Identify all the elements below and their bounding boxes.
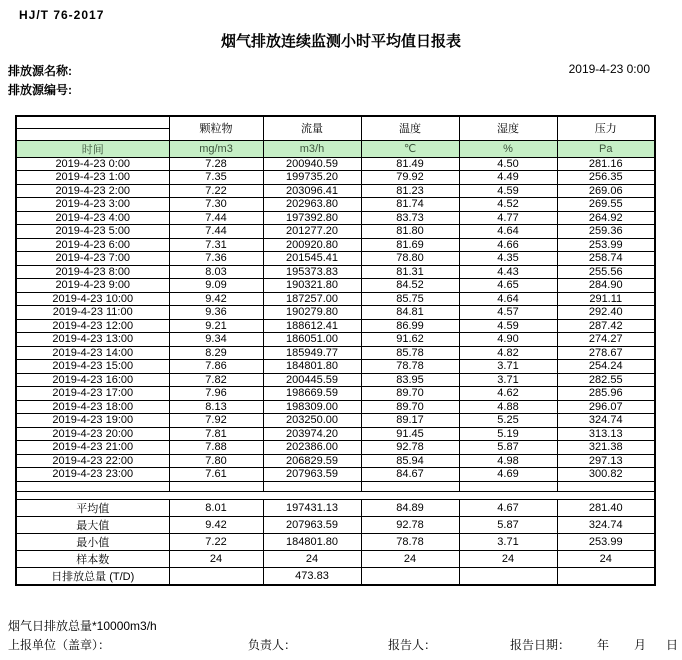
monitoring-table <box>15 115 656 586</box>
flow-cell: 201277.20 <box>263 225 361 239</box>
temperature-cell: 81.80 <box>361 225 459 239</box>
table-row <box>16 333 655 347</box>
table-row <box>16 346 655 360</box>
humidity-cell: 4.65 <box>459 279 557 293</box>
table-row <box>16 468 655 482</box>
col-header-flow: 流量 <box>263 116 361 140</box>
col-header-particulate: 颗粒物 <box>169 116 263 140</box>
summary-row <box>16 533 655 550</box>
humidity-cell: 4.62 <box>459 387 557 401</box>
time-cell: 2019-4-23 9:00 <box>16 279 169 293</box>
flow-cell: 202386.00 <box>263 441 361 455</box>
temperature-cell: 85.94 <box>361 454 459 468</box>
flow-cell: 190279.80 <box>263 306 361 320</box>
particulate-cell: 7.44 <box>169 211 263 225</box>
temperature-cell: 81.69 <box>361 238 459 252</box>
hourly-data-body <box>16 157 655 481</box>
table-row <box>16 252 655 266</box>
time-cell: 2019-4-23 19:00 <box>16 414 169 428</box>
month-label: 月 <box>634 638 647 652</box>
flow-cell: 200920.80 <box>263 238 361 252</box>
time-cell: 2019-4-23 16:00 <box>16 373 169 387</box>
reporter-label: 报告人： <box>388 638 437 652</box>
source-code-label: 排放源编号: <box>8 83 72 97</box>
summary-flow: 184801.80 <box>263 533 361 550</box>
particulate-cell: 7.35 <box>169 171 263 185</box>
temperature-cell: 81.31 <box>361 265 459 279</box>
pressure-cell: 254.24 <box>557 360 655 374</box>
humidity-cell: 4.64 <box>459 225 557 239</box>
time-cell: 2019-4-23 11:00 <box>16 306 169 320</box>
blank-row <box>16 481 655 491</box>
time-cell: 2019-4-23 22:00 <box>16 454 169 468</box>
summary-humidity <box>459 567 557 585</box>
temperature-cell: 89.70 <box>361 400 459 414</box>
pressure-cell: 258.74 <box>557 252 655 266</box>
page-title: 烟气排放连续监测小时平均值日报表 <box>220 33 461 50</box>
temperature-cell: 81.49 <box>361 157 459 171</box>
summary-row <box>16 567 655 585</box>
col-header-pressure: 压力 <box>557 116 655 140</box>
pressure-cell: 313.13 <box>557 427 655 441</box>
summary-temperature: 84.89 <box>361 499 459 516</box>
summary-temperature: 92.78 <box>361 516 459 533</box>
time-cell: 2019-4-23 4:00 <box>16 211 169 225</box>
humidity-cell: 5.25 <box>459 414 557 428</box>
signature-line <box>0 636 682 652</box>
pressure-cell: 269.55 <box>557 198 655 212</box>
blank-cell <box>169 481 263 491</box>
pressure-cell: 281.16 <box>557 157 655 171</box>
flow-cell: 200445.59 <box>263 373 361 387</box>
pressure-cell: 285.96 <box>557 387 655 401</box>
time-cell: 2019-4-23 8:00 <box>16 265 169 279</box>
pressure-cell: 282.55 <box>557 373 655 387</box>
flow-cell: 203250.00 <box>263 414 361 428</box>
particulate-cell: 9.36 <box>169 306 263 320</box>
pressure-cell: 253.99 <box>557 238 655 252</box>
summary-body <box>16 499 655 585</box>
summary-particulate <box>169 567 263 585</box>
summary-row <box>16 550 655 567</box>
blank-cell <box>263 481 361 491</box>
temperature-cell: 78.78 <box>361 360 459 374</box>
flow-cell: 185949.77 <box>263 346 361 360</box>
humidity-cell: 4.64 <box>459 292 557 306</box>
temperature-cell: 85.75 <box>361 292 459 306</box>
unit-particulate: mg/m3 <box>169 140 263 157</box>
pressure-cell: 259.36 <box>557 225 655 239</box>
humidity-cell: 4.52 <box>459 198 557 212</box>
particulate-cell: 9.34 <box>169 333 263 347</box>
summary-label: 最大值 <box>16 516 169 533</box>
particulate-cell: 8.13 <box>169 400 263 414</box>
temperature-cell: 89.70 <box>361 387 459 401</box>
summary-particulate: 9.42 <box>169 516 263 533</box>
blank-cell <box>459 481 557 491</box>
humidity-cell: 5.87 <box>459 441 557 455</box>
temperature-cell: 81.74 <box>361 198 459 212</box>
standard-number: HJ/T 76-2017 <box>19 8 105 22</box>
total-emission-note: 烟气日排放总量*10000m3/h <box>8 619 157 633</box>
humidity-cell: 4.82 <box>459 346 557 360</box>
unit-flow: m3/h <box>263 140 361 157</box>
table-row <box>16 306 655 320</box>
table-row <box>16 171 655 185</box>
table-row <box>16 414 655 428</box>
pressure-cell: 287.42 <box>557 319 655 333</box>
year-label: 年 <box>597 638 610 652</box>
flow-cell: 203096.41 <box>263 184 361 198</box>
blank-cell <box>16 481 169 491</box>
blank-cell <box>557 481 655 491</box>
particulate-cell: 8.29 <box>169 346 263 360</box>
summary-pressure <box>557 567 655 585</box>
temperature-cell: 91.62 <box>361 333 459 347</box>
temperature-cell: 83.73 <box>361 211 459 225</box>
temperature-cell: 91.45 <box>361 427 459 441</box>
temperature-cell: 86.99 <box>361 319 459 333</box>
particulate-cell: 7.92 <box>169 414 263 428</box>
time-cell: 2019-4-23 14:00 <box>16 346 169 360</box>
table-row <box>16 279 655 293</box>
summary-row <box>16 499 655 516</box>
table-row <box>16 157 655 171</box>
temperature-cell: 84.67 <box>361 468 459 482</box>
time-cell: 2019-4-23 12:00 <box>16 319 169 333</box>
table-row <box>16 454 655 468</box>
temperature-cell: 85.78 <box>361 346 459 360</box>
flow-cell: 207963.59 <box>263 468 361 482</box>
summary-flow: 24 <box>263 550 361 567</box>
humidity-cell: 4.66 <box>459 238 557 252</box>
pressure-cell: 284.90 <box>557 279 655 293</box>
temperature-cell: 84.81 <box>361 306 459 320</box>
summary-label: 样本数 <box>16 550 169 567</box>
time-cell: 2019-4-23 3:00 <box>16 198 169 212</box>
particulate-cell: 9.21 <box>169 319 263 333</box>
particulate-cell: 8.03 <box>169 265 263 279</box>
responsible-person-label: 负责人： <box>248 638 297 652</box>
summary-pressure: 24 <box>557 550 655 567</box>
pressure-cell: 278.67 <box>557 346 655 360</box>
unit-temperature: ℃ <box>361 140 459 157</box>
flow-cell: 203974.20 <box>263 427 361 441</box>
humidity-cell: 4.59 <box>459 319 557 333</box>
time-cell: 2019-4-23 10:00 <box>16 292 169 306</box>
table-row <box>16 427 655 441</box>
pressure-cell: 269.06 <box>557 184 655 198</box>
header-empty-cell-2 <box>16 128 169 140</box>
col-header-humidity: 湿度 <box>459 116 557 140</box>
pressure-cell: 296.07 <box>557 400 655 414</box>
time-cell: 2019-4-23 13:00 <box>16 333 169 347</box>
summary-flow: 473.83 <box>263 567 361 585</box>
flow-cell: 197392.80 <box>263 211 361 225</box>
time-cell: 2019-4-23 21:00 <box>16 441 169 455</box>
summary-particulate: 24 <box>169 550 263 567</box>
header-row-top <box>16 116 655 128</box>
table-row <box>16 225 655 239</box>
col-header-temperature: 温度 <box>361 116 459 140</box>
humidity-cell: 3.71 <box>459 360 557 374</box>
time-cell: 2019-4-23 1:00 <box>16 171 169 185</box>
summary-row <box>16 516 655 533</box>
flow-cell: 202963.80 <box>263 198 361 212</box>
day-label: 日 <box>666 638 679 652</box>
particulate-cell: 7.44 <box>169 225 263 239</box>
table-row <box>16 198 655 212</box>
flow-cell: 199735.20 <box>263 171 361 185</box>
pressure-cell: 256.35 <box>557 171 655 185</box>
table-row <box>16 184 655 198</box>
unit-humidity: % <box>459 140 557 157</box>
summary-humidity: 5.87 <box>459 516 557 533</box>
flow-cell: 198669.59 <box>263 387 361 401</box>
flow-cell: 186051.00 <box>263 333 361 347</box>
time-cell: 2019-4-23 20:00 <box>16 427 169 441</box>
summary-humidity: 3.71 <box>459 533 557 550</box>
summary-humidity: 4.67 <box>459 499 557 516</box>
table-row <box>16 360 655 374</box>
table-row <box>16 319 655 333</box>
separator-row <box>16 491 655 499</box>
particulate-cell: 7.30 <box>169 198 263 212</box>
summary-particulate: 8.01 <box>169 499 263 516</box>
flow-cell: 188612.41 <box>263 319 361 333</box>
particulate-cell: 7.61 <box>169 468 263 482</box>
time-cell: 2019-4-23 6:00 <box>16 238 169 252</box>
temperature-cell: 89.17 <box>361 414 459 428</box>
time-cell: 2019-4-23 5:00 <box>16 225 169 239</box>
summary-pressure: 324.74 <box>557 516 655 533</box>
summary-label: 最小值 <box>16 533 169 550</box>
particulate-cell: 7.86 <box>169 360 263 374</box>
summary-temperature <box>361 567 459 585</box>
pressure-cell: 297.13 <box>557 454 655 468</box>
temperature-cell: 81.23 <box>361 184 459 198</box>
particulate-cell: 7.96 <box>169 387 263 401</box>
humidity-cell: 3.71 <box>459 373 557 387</box>
flow-cell: 187257.00 <box>263 292 361 306</box>
pressure-cell: 264.92 <box>557 211 655 225</box>
summary-humidity: 24 <box>459 550 557 567</box>
report-date-label: 报告日期： <box>510 638 571 652</box>
flow-cell: 195373.83 <box>263 265 361 279</box>
temperature-cell: 78.80 <box>361 252 459 266</box>
table-row <box>16 238 655 252</box>
humidity-cell: 4.35 <box>459 252 557 266</box>
summary-temperature: 78.78 <box>361 533 459 550</box>
blank-cell <box>361 481 459 491</box>
particulate-cell: 9.42 <box>169 292 263 306</box>
pressure-cell: 255.56 <box>557 265 655 279</box>
time-cell: 2019-4-23 2:00 <box>16 184 169 198</box>
flow-cell: 201545.41 <box>263 252 361 266</box>
humidity-cell: 4.49 <box>459 171 557 185</box>
pressure-cell: 292.40 <box>557 306 655 320</box>
pressure-cell: 300.82 <box>557 468 655 482</box>
humidity-cell: 4.43 <box>459 265 557 279</box>
particulate-cell: 7.81 <box>169 427 263 441</box>
time-cell: 2019-4-23 17:00 <box>16 387 169 401</box>
humidity-cell: 4.59 <box>459 184 557 198</box>
summary-pressure: 281.40 <box>557 499 655 516</box>
report-unit-label: 上报单位（盖章）： <box>8 638 111 652</box>
humidity-cell: 4.69 <box>459 468 557 482</box>
time-cell: 2019-4-23 23:00 <box>16 468 169 482</box>
humidity-cell: 4.98 <box>459 454 557 468</box>
time-cell: 2019-4-23 18:00 <box>16 400 169 414</box>
pressure-cell: 321.38 <box>557 441 655 455</box>
humidity-cell: 4.57 <box>459 306 557 320</box>
summary-flow: 197431.13 <box>263 499 361 516</box>
flow-cell: 198309.00 <box>263 400 361 414</box>
table-row <box>16 441 655 455</box>
table-row <box>16 387 655 401</box>
source-name-label: 排放源名称: <box>8 64 72 78</box>
particulate-cell: 7.88 <box>169 441 263 455</box>
separator-cell <box>16 491 655 499</box>
particulate-cell: 7.22 <box>169 184 263 198</box>
temperature-cell: 79.92 <box>361 171 459 185</box>
summary-label: 日排放总量 (T/D) <box>16 567 169 585</box>
units-row <box>16 140 655 157</box>
humidity-cell: 4.90 <box>459 333 557 347</box>
pressure-cell: 324.74 <box>557 414 655 428</box>
time-cell: 2019-4-23 15:00 <box>16 360 169 374</box>
time-cell: 2019-4-23 7:00 <box>16 252 169 266</box>
particulate-cell: 9.09 <box>169 279 263 293</box>
summary-flow: 207963.59 <box>263 516 361 533</box>
table-row <box>16 292 655 306</box>
report-datetime: 2019-4-23 0:00 <box>568 62 650 76</box>
summary-pressure: 253.99 <box>557 533 655 550</box>
temperature-cell: 83.95 <box>361 373 459 387</box>
time-header: 时间 <box>16 140 169 157</box>
summary-label: 平均值 <box>16 499 169 516</box>
temperature-cell: 92.78 <box>361 441 459 455</box>
pressure-cell: 291.11 <box>557 292 655 306</box>
particulate-cell: 7.31 <box>169 238 263 252</box>
table-row <box>16 265 655 279</box>
summary-particulate: 7.22 <box>169 533 263 550</box>
table-row <box>16 373 655 387</box>
table-row <box>16 211 655 225</box>
table-row <box>16 400 655 414</box>
particulate-cell: 7.28 <box>169 157 263 171</box>
humidity-cell: 4.77 <box>459 211 557 225</box>
time-cell: 2019-4-23 0:00 <box>16 157 169 171</box>
flow-cell: 200940.59 <box>263 157 361 171</box>
particulate-cell: 7.82 <box>169 373 263 387</box>
humidity-cell: 4.88 <box>459 400 557 414</box>
unit-pressure: Pa <box>557 140 655 157</box>
temperature-cell: 84.52 <box>361 279 459 293</box>
flow-cell: 206829.59 <box>263 454 361 468</box>
flow-cell: 190321.80 <box>263 279 361 293</box>
particulate-cell: 7.36 <box>169 252 263 266</box>
humidity-cell: 4.50 <box>459 157 557 171</box>
flow-cell: 184801.80 <box>263 360 361 374</box>
pressure-cell: 274.27 <box>557 333 655 347</box>
particulate-cell: 7.80 <box>169 454 263 468</box>
header-empty-cell-1 <box>16 116 169 128</box>
humidity-cell: 5.19 <box>459 427 557 441</box>
summary-temperature: 24 <box>361 550 459 567</box>
